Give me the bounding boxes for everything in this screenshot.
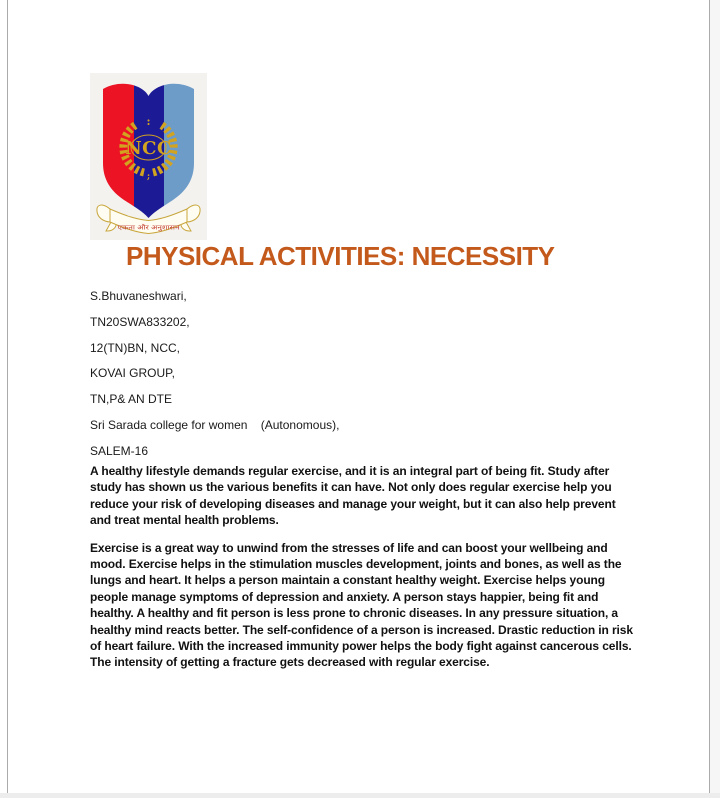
author-line-directorate: TN,P& AN DTE xyxy=(90,392,173,407)
motto-text: एकता और अनुशासन xyxy=(117,224,166,232)
page-bottom-margin xyxy=(0,793,720,798)
ncc-logo xyxy=(90,73,207,240)
author-line-regno: TN20SWA833202, xyxy=(90,314,190,329)
ncc-text: NCC xyxy=(125,138,172,159)
author-line-group: KOVAI GROUP, xyxy=(90,366,175,381)
page-border-right xyxy=(709,0,710,793)
wreath-bottom-mark: ; xyxy=(146,172,151,182)
page-title: PHYSICAL ACTIVITIES: NECESSITY xyxy=(126,241,555,271)
author-block xyxy=(90,284,339,465)
page-border-left xyxy=(7,0,8,793)
page-margin-right xyxy=(710,0,720,793)
article-body xyxy=(90,463,636,682)
ncc-emblem-graphic xyxy=(90,73,207,240)
paragraph-2: Exercise is a great way to unwind from the stresses of life and can boost your wellbeing and mood. Exercise helps in the stimulation muscles development, joints and bones, as well as the lungs and heart. It helps a person maintain a constant healthy weight. Exercise helps young people manage symptoms of depression and anxiety. A person stays happier, being fit and healthy. A healthy and fit person is less prone to chronic diseases. In any pressure situation, a healthy mind reacts better. The self-confidence of a person is increased. Drastic reduction in risk of heart failure. With the increased immunity power helps the body fight against cancerous cells. The intensity of getting a fracture gets decreased with regular exercise. xyxy=(90,540,633,670)
paragraph-1: A healthy lifestyle demands regular exercise, and it is an integral part of being fit. Study after study has shown us the various benefits it can have. Not only does regular exercise help you reduce your risk of developing diseases and manage your weight, but it can also help prevent and treat mental health problems. xyxy=(90,464,616,528)
wreath-top-colon: : xyxy=(146,115,151,128)
author-line-battalion: 12(TN)BN, NCC, xyxy=(90,340,181,355)
author-line-college: Sri Sarada college for women (Autonomous), xyxy=(90,417,340,432)
author-line-city: SALEM-16 xyxy=(90,443,149,458)
author-line-name: S.Bhuvaneshwari, xyxy=(90,289,187,303)
